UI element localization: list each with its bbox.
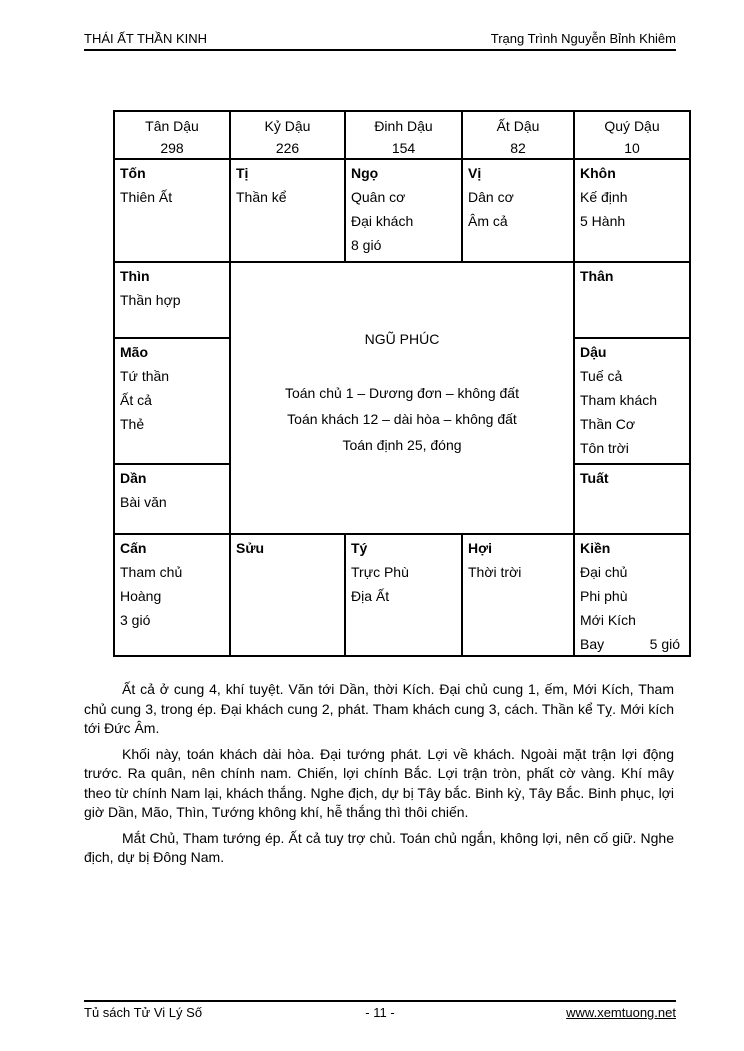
palace-cell-tuat xyxy=(575,465,691,535)
palace-title: Thìn xyxy=(120,268,150,284)
palace-line: Tứ thần xyxy=(120,368,170,384)
year-cell-tan-dau xyxy=(115,112,231,160)
palace-cell-khon xyxy=(575,160,691,263)
paragraph-1: Ất cả ở cung 4, khí tuyệt. Văn tới Dần, thời Kích. Đại chủ cung 1, ếm, Mới Kích, Tham chủ cung 3, trong ép. Đại khách cung 2, phát. Tham khách cung 3, cách. Thần kể Tỵ. Mới kích tới Đức Âm. xyxy=(84,681,674,736)
palace-line-right: 5 gió xyxy=(649,636,680,652)
palace-line: 5 Hành xyxy=(580,213,626,229)
page-header xyxy=(84,31,676,46)
palace-line: Phi phù xyxy=(580,588,628,604)
palace-line: Tham chủ xyxy=(120,564,183,580)
palace-line-split xyxy=(580,632,684,656)
year-stem: Kỷ Dậu xyxy=(264,118,311,134)
palace-line: Tôn trời xyxy=(580,440,629,456)
center-title: NGŨ PHÚC xyxy=(364,331,440,347)
paragraph-3: Mắt Chủ, Tham tướng ép. Ất cả tuy trợ chủ. Toán chủ ngắn, không lợi, nên cố giữ. Nghe địch, dự bị Đông Nam. xyxy=(84,829,674,865)
website-link[interactable]: www.xemtuong.net xyxy=(566,1005,676,1020)
palace-cell-ton xyxy=(115,160,231,263)
year-cell-at-dau xyxy=(463,112,575,160)
palace-line: Tuế cả xyxy=(580,368,623,384)
palace-line: Thần kể xyxy=(236,189,287,205)
center-lines xyxy=(236,380,568,458)
palace-line: Dân cơ xyxy=(468,189,514,205)
palace-line: 3 gió xyxy=(120,612,151,628)
year-stem: Đinh Dậu xyxy=(374,118,433,134)
year-cell-dinh-dau xyxy=(346,112,463,160)
year-cell-quy-dau xyxy=(575,112,691,160)
palace-cell-dan xyxy=(115,465,231,535)
palace-line-left: Bay xyxy=(580,636,605,652)
palace-line: 8 gió xyxy=(351,237,382,253)
palace-title: Khôn xyxy=(580,165,616,181)
body-text xyxy=(84,680,674,874)
year-stem: Ất Dậu xyxy=(496,118,540,134)
center-line: Toán định 25, đóng xyxy=(342,437,462,453)
palace-title: Mão xyxy=(120,344,148,360)
palace-line: Thiên Ất xyxy=(120,189,173,205)
center-line: Toán khách 12 – dài hòa – không đất xyxy=(287,411,517,427)
palace-cell-suu xyxy=(231,535,346,657)
palace-line: Mới Kích xyxy=(580,612,636,628)
center-line: Toán chủ 1 – Dương đơn – không đất xyxy=(284,385,519,401)
palace-line: Hoàng xyxy=(120,588,162,604)
header-author: Trạng Trình Nguyễn Bỉnh Khiêm xyxy=(490,31,676,46)
paragraph-2: Khối này, toán khách dài hòa. Đại tướng phát. Lợi về khách. Ngoài mặt trận lợi động trước. Ra quân, nên chính nam. Chiến, lợi chính Bắc. Lợi trận tròn, phất cờ vàng. Khí mây theo từ chính Nam lại, khách thắng. Nghe địch, dự bị Tây bắc. Binh kỳ, Tây Bắc. Binh phục, lợi giờ Dần, Mão, Thìn, Tướng không khí, hễ thắng thì thôi chiến. xyxy=(84,745,674,820)
palace-cell-can xyxy=(115,535,231,657)
palace-title: Tốn xyxy=(120,165,146,181)
footer-series-label: Tủ sách Tử Vi Lý Số xyxy=(84,1005,203,1020)
palace-line: Thẻ xyxy=(120,416,145,432)
chart-center-panel xyxy=(231,263,575,535)
palace-cell-ty xyxy=(346,535,463,657)
header-title: THÁI ẤT THẦN KINH xyxy=(84,31,208,46)
palace-cell-ti xyxy=(231,160,346,263)
palace-cell-thin xyxy=(115,263,231,339)
palace-line: Bài văn xyxy=(120,494,167,510)
footer-rule xyxy=(84,1000,676,1002)
palace-title: Tuất xyxy=(580,470,609,486)
page-number: - 11 - xyxy=(365,1005,395,1020)
palace-title: Vị xyxy=(468,165,482,181)
palace-line: Thần hợp xyxy=(120,292,181,308)
palace-title: Dậu xyxy=(580,344,607,360)
palace-cell-dau xyxy=(575,339,691,465)
palace-line: Thời trời xyxy=(468,564,522,580)
palace-title: Hợi xyxy=(468,540,492,556)
palace-line: Quân cơ xyxy=(351,189,406,205)
year-number: 226 xyxy=(275,140,300,156)
palace-line: Thần Cơ xyxy=(580,416,636,432)
year-number: 10 xyxy=(624,140,640,156)
palace-title: Tị xyxy=(236,165,249,181)
palace-cell-kien xyxy=(575,535,691,657)
header-rule xyxy=(84,49,676,51)
palace-line: Ất cả xyxy=(120,392,152,408)
palace-title: Dần xyxy=(120,470,147,486)
year-stem: Quý Dậu xyxy=(604,118,660,134)
year-number: 298 xyxy=(160,140,184,156)
palace-cell-mao xyxy=(115,339,231,465)
year-number: 154 xyxy=(391,140,416,156)
palace-title: Kiền xyxy=(580,540,611,556)
palace-line: Tham khách xyxy=(580,392,658,408)
palace-title: Thân xyxy=(580,268,614,284)
palace-line: Âm cả xyxy=(468,213,508,229)
palace-title: Cấn xyxy=(120,540,147,556)
year-number: 82 xyxy=(510,140,526,156)
palace-cell-hoi xyxy=(463,535,575,657)
year-cell-ky-dau xyxy=(231,112,346,160)
palace-title: Tý xyxy=(351,540,368,556)
palace-line: Kế định xyxy=(580,189,628,205)
thai-at-chart xyxy=(113,110,691,657)
palace-cell-vi xyxy=(463,160,575,263)
palace-title: Ngọ xyxy=(351,165,379,181)
palace-line: Đại khách xyxy=(351,213,414,229)
palace-title: Sửu xyxy=(236,540,265,556)
palace-line: Địa Ất xyxy=(351,588,390,604)
palace-cell-than xyxy=(575,263,691,339)
palace-line: Trực Phù xyxy=(351,564,409,580)
palace-cell-ngo xyxy=(346,160,463,263)
year-stem: Tân Dậu xyxy=(145,118,199,134)
palace-line: Đại chủ xyxy=(580,564,628,580)
page-footer xyxy=(84,1005,676,1020)
